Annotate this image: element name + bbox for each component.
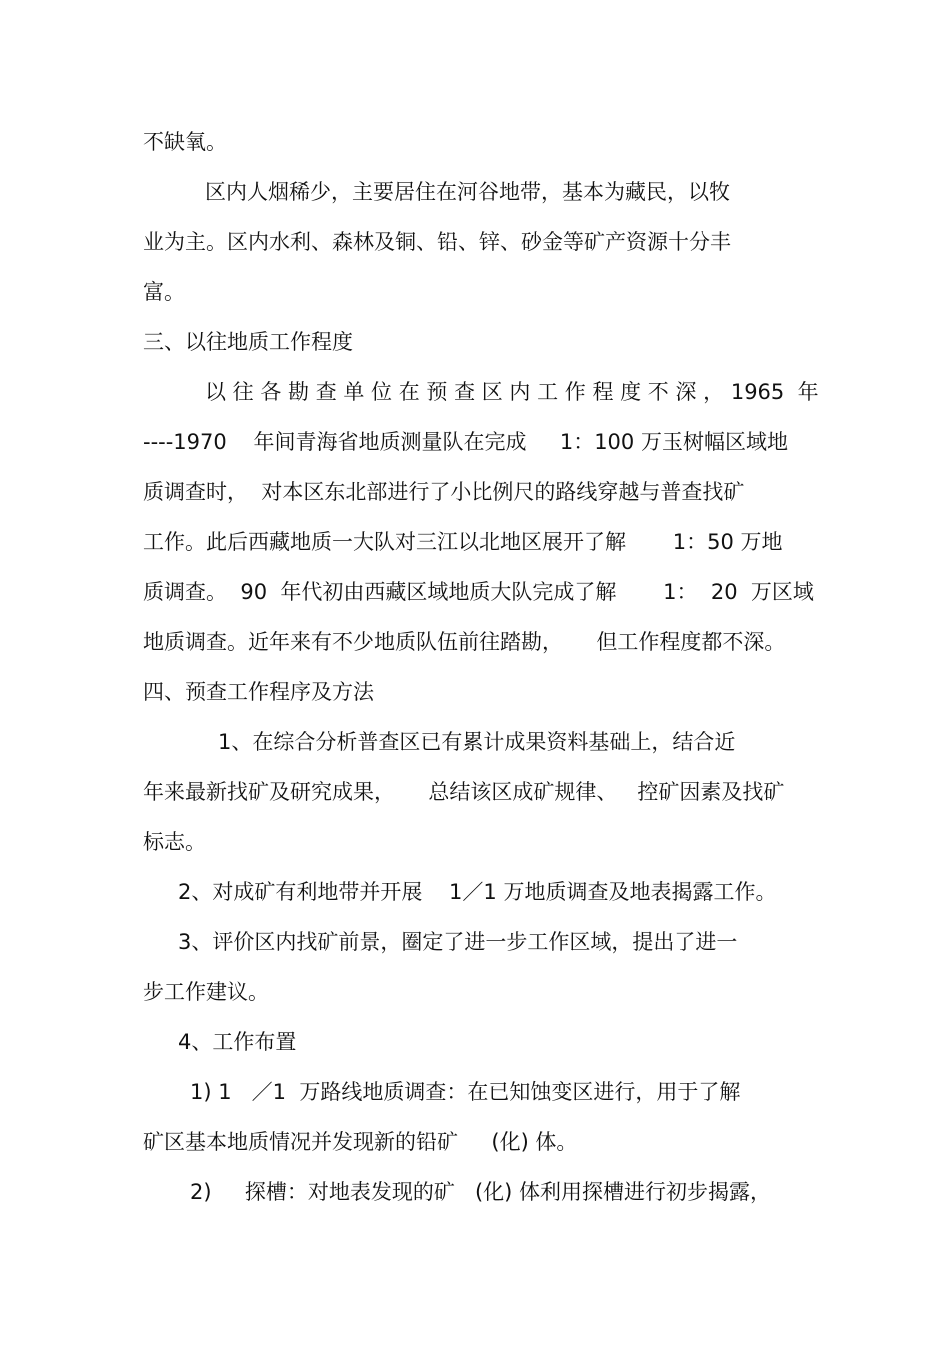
text-line-14: 年来最新找矿及研究成果， 总结该区成矿规律、 控矿因素及找矿: [143, 780, 785, 804]
text-line-6: 以 往 各 勘 查 单 位 在 预 查 区 内 工 作 程 度 不 深 ， 1965 年: [205, 380, 819, 404]
text-line-1: 不缺氧。: [143, 130, 227, 154]
text-line-18: 步工作建议。: [143, 980, 269, 1004]
text-line-10: 质调查。 90 年代初由西藏区域地质大队完成了解 1： 20 万区域: [143, 580, 814, 604]
text-line-15: 标志。: [143, 830, 206, 854]
text-line-16: 2、对成矿有利地带并开展 1／1 万地质调查及地表揭露工作。: [178, 880, 777, 904]
text-line-8: 质调查时， 对本区东北部进行了小比例尺的路线穿越与普查找矿: [143, 480, 745, 504]
text-line-22: 2) 探槽：对地表发现的矿 (化) 体利用探槽进行初步揭露，: [190, 1180, 772, 1204]
text-line-20: 1) 1 ／1 万路线地质调查：在已知蚀变区进行，用于了解: [190, 1080, 741, 1104]
text-line-2: 区内人烟稀少，主要居住在河谷地带，基本为藏民，以牧: [205, 180, 730, 204]
text-line-4: 富。: [143, 280, 185, 304]
section-heading-3: 三、以往地质工作程度: [143, 330, 353, 354]
text-line-13: 1、在综合分析普查区已有累计成果资料基础上，结合近: [218, 730, 736, 754]
text-line-11: 地质调查。近年来有不少地质队伍前往踏勘， 但工作程度都不深。: [143, 630, 786, 654]
subheading-work-layout: 4、工作布置: [178, 1030, 297, 1054]
text-line-3: 业为主。区内水利、森林及铜、铅、锌、砂金等矿产资源十分丰: [143, 230, 731, 254]
text-line-21: 矿区基本地质情况并发现新的铅矿 (化) 体。: [143, 1130, 578, 1154]
text-line-7: ----1970 年间青海省地质测量队在完成 1：100 万玉树幅区域地: [143, 430, 788, 454]
text-line-17: 3、评价区内找矿前景，圈定了进一步工作区域，提出了进一: [178, 930, 738, 954]
text-line-9: 工作。此后西藏地质一大队对三江以北地区展开了解 1：50 万地: [143, 530, 783, 554]
section-heading-4: 四、预查工作程序及方法: [143, 680, 374, 704]
